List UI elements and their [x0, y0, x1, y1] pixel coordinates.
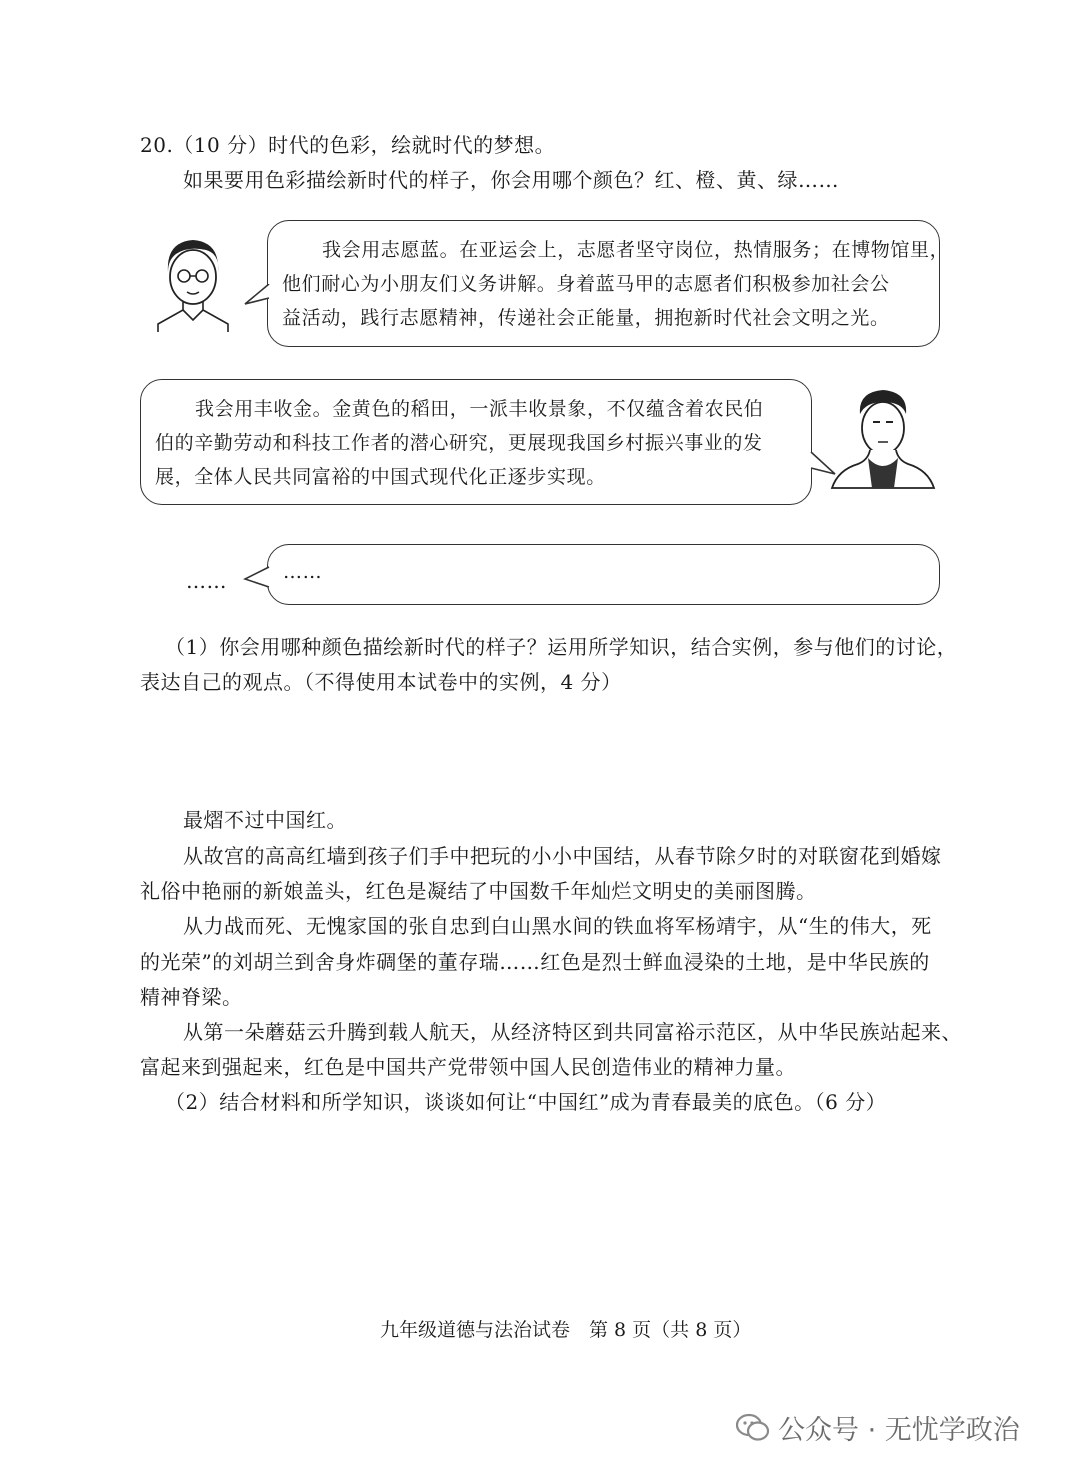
sub-question-2: （2）结合材料和所学知识，谈谈如何让“中国红”成为青春最美的底色。（6 分）	[165, 1090, 887, 1114]
bubble-line: ……	[283, 561, 323, 583]
wechat-icon	[736, 1413, 770, 1443]
bubble-line: 伯的辛勤劳动和科技工作者的潜心研究，更展现我国乡村振兴事业的发	[155, 432, 763, 454]
material-line: 从力战而死、无愧家国的张自忠到白山黑水间的铁血将军杨靖宇，从“生的伟大，死	[183, 914, 932, 938]
material-line: 精神脊梁。	[140, 985, 243, 1009]
material-line: 的光荣”的刘胡兰到舍身炸碉堡的董存瑞……红色是烈士鲜血浸染的土地，是中华民族的	[140, 950, 930, 974]
bubble-line: 他们耐心为小朋友们义务讲解。身着蓝马甲的志愿者们积极参加社会公	[282, 273, 890, 295]
question-title: 20.（10 分）时代的色彩，绘就时代的梦想。	[140, 133, 556, 157]
bubble-line: 我会用丰收金。金黄色的稻田，一派丰收景象，不仅蕴含着农民伯	[195, 398, 764, 420]
bubble-tail	[243, 565, 271, 591]
girl-avatar-icon	[148, 232, 238, 332]
sub-question-1: 表达自己的观点。（不得使用本试卷中的实例，4 分）	[140, 670, 622, 694]
bubble-line: 益活动，践行志愿精神，传递社会正能量，拥抱新时代社会文明之光。	[282, 307, 890, 329]
watermark: 公众号 · 无忧学政治	[778, 1415, 1020, 1446]
girl-speech-bubble	[267, 220, 950, 347]
material-line: 最熠不过中国红。	[183, 808, 347, 832]
material-line: 从故宫的高高红墙到孩子们手中把玩的小小中国结，从春节除夕时的对联窗花到婚嫁	[183, 844, 942, 868]
question-intro: 如果要用色彩描绘新时代的样子，你会用哪个颜色？红、橙、黄、绿……	[183, 168, 839, 192]
page-footer: 九年级道德与法治试卷 第 8 页（共 8 页）	[380, 1319, 752, 1341]
bubble-tail	[243, 284, 271, 310]
third-speaker: ……	[186, 569, 227, 593]
boy-avatar-icon	[828, 384, 938, 494]
material-line: 礼俗中艳丽的新娘盖头，红色是凝结了中国数千年灿烂文明史的美丽图腾。	[140, 879, 817, 903]
bubble-line: 展，全体人民共同富裕的中国式现代化正逐步实现。	[155, 466, 606, 488]
bubble-line: 我会用志愿蓝。在亚运会上，志愿者坚守岗位，热情服务；在博物馆里，	[322, 239, 950, 261]
boy-speech-bubble	[140, 379, 812, 505]
sub-question-1: （1）你会用哪种颜色描绘新时代的样子？运用所学知识，结合实例，参与他们的讨论，	[165, 635, 958, 659]
material-line: 富起来到强起来，红色是中国共产党带领中国人民创造伟业的精神力量。	[140, 1055, 796, 1079]
third-speech-bubble	[267, 544, 940, 605]
material-line: 从第一朵蘑菇云升腾到载人航天，从经济特区到共同富裕示范区，从中华民族站起来、	[183, 1020, 962, 1044]
